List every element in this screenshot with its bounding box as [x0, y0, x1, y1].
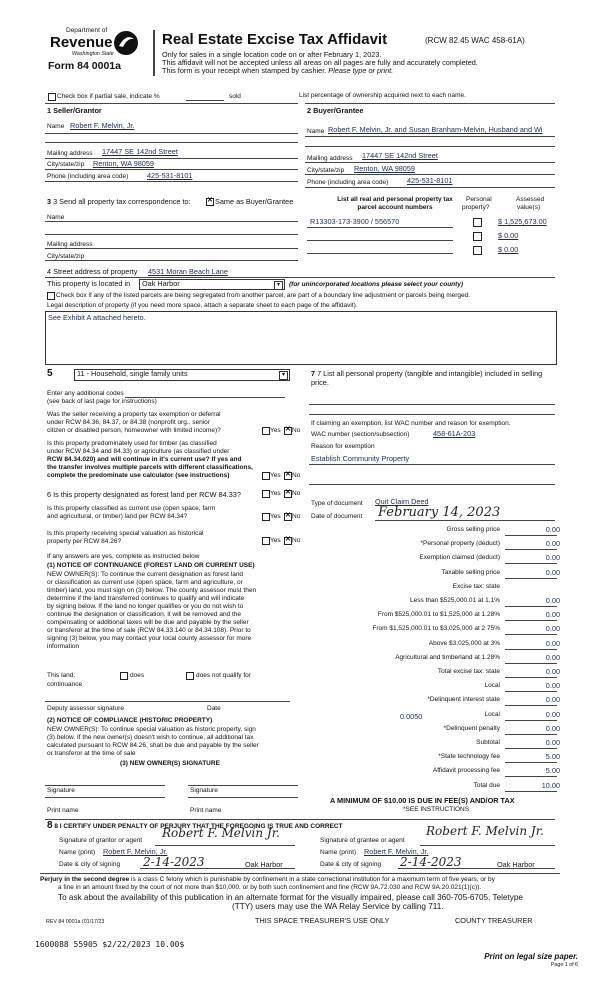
legal-description: See Exhibit A attached hereto. — [48, 313, 146, 322]
calc-row-label: Excise tax: state — [452, 583, 500, 590]
wac-number[interactable]: 458-61A-203 — [433, 429, 476, 438]
calc-row-value[interactable]: 0.00 — [545, 681, 560, 690]
calc-row-value[interactable]: 0.00 — [545, 667, 560, 676]
grantee-date[interactable]: 2-14-2023 — [400, 855, 462, 869]
land-does-not-label: does not qualify for — [196, 672, 251, 679]
segregated-label: Check box if any of the listed parcels are being segregated from another parcel, are part of a boundary line adjustment or parcels being merged. — [56, 292, 471, 299]
wac-number-label: WAC number (section/subsection) — [311, 431, 410, 438]
calc-row-value[interactable]: 0.00 — [545, 695, 560, 704]
section3-name-label: Name — [47, 214, 65, 221]
deputy-date-label: Date — [207, 705, 221, 712]
s7-heading-1: 7 7 List all personal property (tangible and intangible) included in selling — [311, 369, 543, 378]
legal-desc-label: Legal description of property (if you need more space, attach a separate sheet to each page of the affidavit). — [47, 302, 358, 309]
calc-row-value[interactable]: 0.00 — [545, 596, 560, 605]
certify-heading: 8 8 I CERTIFY UNDER PENALTY OF PERJURY THAT THE FOREGOING IS TRUE AND CORRECT — [47, 820, 343, 831]
header-note-3: This form is your receipt when stamped by cashier. Please type or print. — [162, 66, 394, 75]
perjury-line-1: Perjury in the second degree is a class C felony which is punishable by confinement in a state correctional institution for a maximum term of five years, or by — [40, 876, 495, 883]
q2-no-label: No — [292, 472, 301, 479]
notice1-line: signing (3) below, you may contact your local county assessor for more — [47, 635, 252, 642]
revenue-logo-icon — [113, 30, 139, 56]
notice1-line: or transferor at the time of sale (RCW 84.33.140 or 84.34.108). Prior to — [47, 627, 251, 634]
calc-row-label: Local — [484, 682, 500, 689]
s6-q2-line-1: Is this property classified as current use (open space, farm — [47, 505, 216, 512]
location-select[interactable] — [139, 279, 285, 290]
parcel-header-a: List all real and personal property tax — [337, 196, 453, 203]
personal-property-checkbox-2[interactable] — [473, 232, 482, 241]
notice2-line: or transferor at the time of sale — [47, 750, 136, 757]
buyer-name-label: Name — [307, 128, 325, 135]
personal-property-checkbox-1[interactable] — [473, 218, 482, 227]
notice1-title: (1) NOTICE OF CONTINUANCE (FOREST LAND OR CURRENT USE) — [47, 562, 255, 569]
assessed-value-1[interactable]: $ 1,525,673.00 — [498, 217, 547, 226]
calc-row-underline — [505, 649, 557, 650]
s6-q2-no-checkbox[interactable] — [284, 513, 292, 521]
calc-row-underline — [505, 748, 557, 749]
q1-line-3: citizen or disabled person, homeowner with limited income)? — [47, 427, 221, 434]
calc-row-value[interactable]: 0.00 — [545, 710, 560, 719]
q2-line-3: RCW 84.34.020) and will continue in it's current use? If yes and — [47, 456, 242, 463]
buyer-name[interactable]: Robert F. Melvin, Jr. and Susan Branham-Melvin, Husband and Wi — [328, 126, 543, 134]
notice1-line: by signing below. If the land no longer qualifies or you do not wish to — [47, 603, 244, 610]
use-code-select[interactable] — [74, 369, 290, 381]
grantor-name-label: Name (print) — [59, 849, 96, 856]
s6-q3-yes: Yes — [270, 537, 281, 544]
grantee-name[interactable]: Robert F. Melvin, Jr. — [364, 847, 429, 856]
additional-codes-a: Enter any additional codes — [47, 390, 124, 397]
calc-row-underline — [505, 606, 557, 607]
personal-header-a: Personal — [466, 196, 492, 203]
grantee-signature-label: Signature of grantee or agent — [320, 837, 405, 844]
calc-row-underline — [505, 634, 557, 635]
calc-row-value[interactable]: 0.00 — [545, 738, 560, 747]
calc-row-value[interactable]: 0.00 — [545, 639, 560, 648]
grantor-name[interactable]: Robert F. Melvin, Jr. — [103, 847, 168, 856]
buyer-heading: 2 Buyer/Grantee — [307, 106, 364, 115]
form-number: Form 84 0001a — [48, 60, 121, 72]
reason-value[interactable]: Establish Community Property — [311, 454, 410, 463]
alt-format-line-1: To ask about the availability of this publication in an alternate format for the visually impaired, please call 360-705-6705. Teletype — [58, 893, 523, 902]
notice2-line: (3) below. If the new owner(s) doesn't wish to continue, all additional tax — [47, 734, 254, 741]
calc-row-label: Taxable selling price — [441, 569, 500, 576]
owner-signature-label-1: Signature — [47, 787, 75, 794]
q1-no-label: No — [292, 427, 301, 434]
partial-sold-label: sold — [229, 93, 241, 100]
buyer-phone-label: Phone (including area code) — [307, 179, 389, 186]
use-code-value: 11 - Household, single family units — [77, 369, 188, 378]
header-note-2: This affidavit will not be accepted unless all areas on all pages are fully and accurately completed. — [162, 58, 478, 67]
seller-name[interactable]: Robert F. Melvin, Jr. — [70, 121, 135, 130]
buyer-mail-label: Mailing address — [307, 155, 353, 162]
buyer-city-label: City/state/zip — [307, 167, 345, 174]
calc-row-underline — [505, 578, 557, 579]
parcel-number[interactable]: R13303-173-3900 / 556570 — [310, 217, 400, 226]
s6-q1-no: No — [292, 490, 301, 497]
q2-no-checkbox[interactable] — [284, 472, 292, 480]
notice1-line: compensating or additional taxes will be due and payable by the seller — [47, 619, 249, 626]
calc-row-label: Total excise tax: state — [437, 668, 500, 675]
street-address[interactable]: 4531 Moran Beach Lane — [148, 267, 228, 276]
s6-q3-no: No — [292, 537, 301, 544]
header-note-1: Only for sales in a single location code on or after February 1, 2023. — [162, 50, 382, 59]
s6-q1-yes: Yes — [270, 490, 281, 497]
doc-type-label: Type of document — [311, 500, 363, 507]
if-yes-note: If any answers are yes, complete as instructed below — [47, 553, 200, 560]
notice1-line: NEW OWNER(S): To continue the current designation as forest land — [47, 571, 244, 578]
seller-mail[interactable]: 17447 SE 142nd Street — [102, 147, 178, 156]
land-does-not-checkbox[interactable] — [186, 672, 194, 680]
q2-line-5: complete the predominate use calculator (see instructions) — [47, 472, 230, 479]
seller-phone[interactable]: 425-531-8101 — [147, 171, 193, 180]
q2-line-1: Is this property predominately used for timber (as classified — [47, 440, 217, 447]
calc-row-underline — [505, 535, 557, 536]
treasurer-stamp: 1600088 55905 $2/22/2023 10.00$ — [35, 940, 185, 949]
s7-heading-2: price. — [311, 378, 329, 387]
calc-row-label: Less than $525,000.01 at 1.1% — [410, 597, 500, 604]
seller-city[interactable]: Renton, WA 98059 — [93, 159, 154, 168]
calc-row-value[interactable]: 0.00 — [545, 568, 560, 577]
s6-q3-line-2: property per RCW 84.26? — [47, 538, 122, 545]
calc-row-value[interactable]: 0.00 — [545, 624, 560, 633]
notice1-line: continue the designation or classification, it will be removed and the — [47, 611, 242, 618]
owner-print-name-2: Print name — [190, 807, 222, 814]
location-value: Oak Harbor — [142, 279, 180, 288]
calc-row-label: *State technology fee — [438, 753, 500, 760]
local-rate[interactable]: 0.0050 — [400, 712, 423, 721]
this-land-label: This land: — [47, 672, 76, 679]
calc-row-underline — [505, 663, 557, 664]
personal-header-b: property? — [462, 204, 490, 211]
assessed-value-2[interactable]: $ 0.00 — [498, 231, 519, 240]
see-instructions: *SEE INSTRUCTIONS — [403, 806, 470, 813]
owner-signature-label-2: Signature — [190, 787, 218, 794]
s6-q3-line-1: Is this property receiving special valuation as historical — [47, 530, 204, 537]
s6-q1-no-checkbox[interactable] — [284, 490, 292, 498]
legal-size-note: Print on legal size paper. — [484, 952, 578, 961]
calc-row-value[interactable]: 0.00 — [545, 653, 560, 662]
personal-property-checkbox-3[interactable] — [473, 246, 482, 255]
calc-row-label: *Personal property (deduct) — [420, 540, 500, 547]
calc-row-underline — [505, 563, 557, 564]
s6-q1-yes-checkbox[interactable] — [262, 490, 270, 498]
seller-mail-label: Mailing address — [47, 150, 93, 157]
deputy-signature-label: Deputy assessor signature — [47, 705, 124, 712]
parcel-header-b: parcel account numbers — [357, 204, 433, 211]
calc-row-value[interactable]: 10.00 — [541, 781, 560, 790]
grantee-city[interactable]: Oak Harbor — [497, 860, 535, 869]
calc-row-label: Affidavit processing fee — [432, 767, 500, 774]
notice2-line: calculated pursuant to RCW 84.26, shall be due and payable by the seller — [47, 742, 259, 749]
calc-row-underline — [505, 791, 557, 792]
partial-sale-label: Check box if partial sale, indicate % — [57, 93, 160, 100]
calc-row-label: Subtotal — [476, 739, 500, 746]
segregated-checkbox[interactable] — [47, 292, 55, 300]
calc-row-label: Total due — [473, 782, 500, 789]
section3-city-label: City/state/zip — [47, 253, 85, 260]
continuance-label: continuance — [47, 681, 83, 688]
notice1-line: or classification as current use (open space, farm and agriculture, or — [47, 579, 243, 586]
calc-row-underline — [505, 720, 557, 721]
county-treasurer-label: COUNTY TREASURER — [455, 916, 533, 925]
calc-row-value[interactable]: 0.00 — [545, 539, 560, 548]
buyer-city[interactable]: Renton, WA 98059 — [354, 164, 415, 173]
grantee-name-label: Name (print) — [320, 849, 357, 856]
owner-print-name-1: Print name — [47, 807, 79, 814]
q2-yes-checkbox[interactable] — [262, 472, 270, 480]
form-rcw: (RCW 82.45 WAC 458-61A) — [425, 36, 525, 45]
calc-row-underline — [505, 776, 557, 777]
page-number: Page 1 of 6 — [550, 962, 578, 968]
same-as-buyer-label: Same as Buyer/Grantee — [215, 197, 294, 206]
q1-yes-label: Yes — [270, 427, 281, 434]
calc-row-value[interactable]: 0.00 — [545, 525, 560, 534]
calc-row-label: Gross selling price — [446, 526, 500, 533]
calc-row-underline — [505, 691, 557, 692]
chevron-down-icon[interactable]: ▾ — [279, 371, 288, 380]
doc-date-label: Date of document — [311, 513, 363, 520]
section5-num: 5 — [47, 368, 53, 379]
seller-heading: 1 Seller/Grantor — [47, 106, 102, 115]
calc-row-underline — [505, 705, 557, 706]
s6-q2-line-2: and agricultural, or timber) land per RCW 84.34? — [47, 513, 188, 520]
perjury-line-2: a fine in an amount fixed by the court of not more than $10,000, or by both such confinement and fine (RCW 9A.72.030 and RCW 9A.20.021(1)(c)). — [58, 884, 482, 891]
section3-mail-label: Mailing address — [47, 241, 93, 248]
grantor-date-label: Date & city of signing — [59, 861, 121, 868]
wa-state-label: Washington State — [72, 51, 114, 57]
seller-city-label: City/state/zip — [47, 161, 85, 168]
calc-row-label: Exemption claimed (deduct) — [419, 554, 500, 561]
located-label: This property is located in — [47, 279, 131, 288]
grantor-signature-label: Signature of grantor or agent — [59, 837, 143, 844]
grantee-date-label: Date & city of signing — [320, 861, 382, 868]
calc-row-value[interactable]: 0.00 — [545, 724, 560, 733]
rev-number: REV 84 0001a (01/17/23 — [46, 919, 105, 925]
buyer-phone[interactable]: 425-531-8101 — [407, 176, 453, 185]
assessed-value-3[interactable]: $ 0.00 — [498, 245, 519, 254]
wac-claim-note: If claiming an exemption, list WAC number and reason for exemption. — [311, 420, 511, 427]
s6-q2-yes: Yes — [270, 513, 281, 520]
s6-q3-no-checkbox[interactable] — [284, 537, 292, 545]
land-does-checkbox[interactable] — [120, 672, 128, 680]
same-as-buyer-checkbox[interactable] — [206, 198, 214, 206]
calc-row-underline — [505, 734, 557, 735]
partial-sale-checkbox[interactable] — [48, 93, 56, 101]
q1-line-2: under RCW 84.36, 84.37, or 84.38 (nonprofit org., senior — [47, 419, 210, 426]
notice1-line: timber) land, you must sign on (3) below. The county assessor must then — [47, 587, 257, 594]
calc-row-label: From $1,525,000.01 to $3,025,000 at 2 75% — [372, 625, 500, 632]
notice1-line: information — [47, 643, 80, 650]
unincorporated-note: (for unincorporated locations please select your county) — [289, 281, 464, 288]
minimum-note: A MINIMUM OF $10.00 IS DUE IN FEE(S) AND/OR TAX — [330, 796, 515, 805]
grantee-signature[interactable]: Robert F. Melvin Jr. — [426, 824, 544, 838]
street-label: 4 Street address of property — [47, 267, 138, 276]
grantor-signature[interactable]: Robert F. Melvin Jr. — [162, 826, 280, 840]
q1-line-1: Was the seller receiving a property tax exemption or deferral — [47, 411, 221, 418]
calc-row-label: *Delinquent penalty — [443, 725, 500, 732]
grantor-city[interactable]: Oak Harbor — [245, 860, 283, 869]
assessed-header-b: value(s) — [517, 204, 541, 211]
q1-no-checkbox[interactable] — [284, 427, 292, 435]
seller-phone-label: Phone (including area code) — [47, 173, 129, 180]
calc-row-label: Local — [484, 711, 500, 718]
q2-line-4: the transfer involves multiple parcels with different classifications, — [47, 464, 253, 471]
doc-date[interactable]: February 14, 2023 — [378, 505, 501, 520]
dept-of-label: Department of — [66, 27, 108, 34]
revenue-logo-text: Revenue — [50, 34, 113, 51]
legal-description-box[interactable] — [45, 311, 557, 365]
land-does-label: does — [130, 672, 145, 679]
s6-q1: 6 Is this property designated as forest land per RCW 84.33? — [47, 490, 241, 499]
alt-format-line-2: (TTY) users may use the WA Relay Service by calling 711. — [232, 902, 444, 911]
chevron-down-icon[interactable]: ▾ — [274, 281, 283, 290]
additional-codes-b: (see back of last page for instructions) — [47, 398, 157, 405]
calc-row-value[interactable]: 0.00 — [545, 553, 560, 562]
q2-line-2: under RCW 84.34 and 84.33) or agriculture (as classified under — [47, 448, 230, 455]
calc-row-value[interactable]: 5.00 — [545, 766, 560, 775]
calc-row-label: Above $3,025,000 at 3% — [428, 640, 500, 647]
seller-name-label: Name — [47, 123, 65, 130]
section3-heading: 3 3 Send all property tax correspondence to: — [47, 197, 191, 206]
notice2-title: (2) NOTICE OF COMPLIANCE (HISTORIC PROPERTY) — [47, 717, 213, 724]
q1-yes-checkbox[interactable] — [262, 427, 270, 435]
notice1-line: determine if the land transferred continues to qualify and will indicate — [47, 595, 245, 602]
s6-q2-yes-checkbox[interactable] — [262, 513, 270, 521]
calc-row-underline — [505, 620, 557, 621]
q2-yes-label: Yes — [270, 472, 281, 479]
notice2-line: NEW OWNER(S): To continue special valuation as historic property, sign — [47, 726, 256, 733]
reason-label: Reason for exemption — [311, 443, 375, 450]
assessed-header-a: Assessed — [516, 196, 545, 203]
s6-q3-yes-checkbox[interactable] — [262, 537, 270, 545]
notice3-title: (3) NEW OWNER(S) SIGNATURE — [120, 760, 220, 767]
calc-row-value[interactable]: 5.00 — [545, 752, 560, 761]
calc-row-underline — [505, 677, 557, 678]
form-title: Real Estate Excise Tax Affidavit — [162, 31, 388, 48]
calc-row-underline — [505, 762, 557, 763]
calc-row-underline — [505, 549, 557, 550]
grantor-date[interactable]: 2-14-2023 — [143, 855, 205, 869]
calc-row-value[interactable]: 0.00 — [545, 610, 560, 619]
calc-row-label: From $525,000.01 to $1,525,000 at 1.28% — [377, 611, 500, 618]
ownership-note: List percentage of ownership acquired next to each name. — [299, 92, 466, 99]
s6-q2-no: No — [292, 513, 301, 520]
calc-row-label: *Delinquent interest state — [427, 696, 500, 703]
treasurer-use-label: THIS SPACE TREASURER'S USE ONLY — [255, 916, 390, 925]
buyer-mail[interactable]: 17447 SE 142nd Street — [362, 151, 438, 160]
doc-type[interactable]: Quit Claim Deed — [375, 497, 429, 506]
calc-row-label: Agricultural and timberland at 1.28% — [395, 654, 500, 661]
